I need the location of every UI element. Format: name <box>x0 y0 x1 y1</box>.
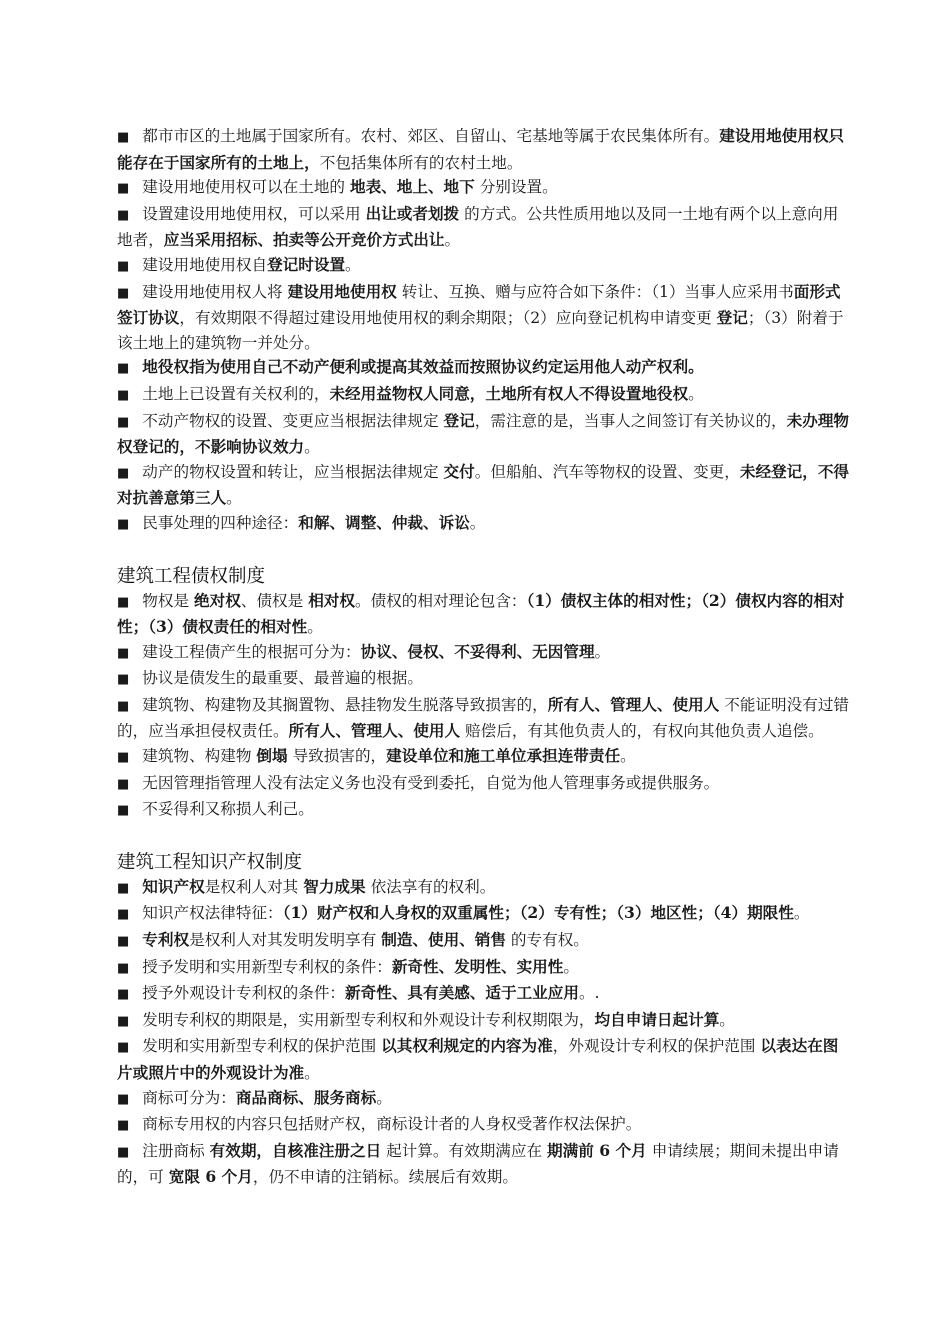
square-bullet-icon: ■ <box>117 1118 130 1134</box>
bullet-paragraph <box>117 253 853 280</box>
body-text: 依法享有的权利。 <box>365 877 496 896</box>
body-text: 不妥得利又称损人利己。 <box>142 800 314 819</box>
bold-text: 建设用地使用权 <box>287 281 397 301</box>
bullet-paragraph <box>117 511 853 538</box>
body-text: 授予外观设计专利权的条件： <box>142 984 346 1003</box>
bold-text: 登记时设置 <box>267 254 346 274</box>
bullet-paragraph <box>117 355 853 382</box>
bullet-paragraph <box>117 589 853 640</box>
square-bullet-icon: ■ <box>117 987 130 1003</box>
bullet-paragraph <box>117 693 853 744</box>
bullet-paragraph <box>117 202 853 253</box>
bold-text: 地役权指为使用自己不动产便利或提高其效益而按照协议约定运用他人动产权利。 <box>142 357 704 377</box>
square-bullet-icon: ■ <box>117 645 130 661</box>
square-bullet-icon: ■ <box>117 1013 130 1029</box>
square-bullet-icon: ■ <box>117 1144 130 1160</box>
body-text: 。. <box>578 984 600 1003</box>
body-text: ；（3）附着于该土地上的建筑物一并处分。 <box>117 309 844 352</box>
body-text: 协议是债发生的最重要、最普遍的根据。 <box>142 669 423 688</box>
square-bullet-icon: ■ <box>117 414 130 430</box>
body-text: ，仍不申请的注销标。续展后有效期。 <box>252 1168 518 1187</box>
body-text: 建设工程债产生的根据可分为： <box>142 642 361 661</box>
square-bullet-icon: ■ <box>117 258 130 274</box>
body-text: 。 <box>719 1010 735 1029</box>
square-bullet-icon: ■ <box>117 776 130 792</box>
body-text: 。 <box>444 231 461 250</box>
bold-text: 所有人、管理人、使用人 <box>547 694 720 714</box>
bullet-paragraph <box>117 409 853 460</box>
bold-text: 未办理物权登记的，不影响协议效力 <box>117 410 850 457</box>
bold-text: 倒塌 <box>256 746 288 766</box>
body-text: 导致损害的， <box>287 747 387 766</box>
body-text: 土地上已设置有关权利的， <box>142 384 330 403</box>
bold-text: 均自申请日起计算 <box>594 1009 720 1029</box>
bullet-paragraph <box>117 666 853 693</box>
bold-text: 相对权 <box>308 590 355 610</box>
bullet-paragraph <box>117 901 853 928</box>
body-text: 申请续展；期间未提出申请的，可 <box>117 1141 839 1187</box>
body-text: 。 <box>307 618 323 637</box>
bold-text: 地表、地上、地下 <box>349 177 475 197</box>
square-bullet-icon: ■ <box>117 750 130 766</box>
body-text: 转让、互换、赠与应符合如下条件：（1）当事人应采用书 <box>396 282 794 301</box>
body-text: 。 <box>376 1088 392 1107</box>
body-text: 的方式。公共性质用地以及同一土地有两个以上意向用地者， <box>117 204 839 250</box>
body-text: 建设用地使用权自 <box>142 255 268 274</box>
square-bullet-icon: ■ <box>117 1091 130 1107</box>
body-text: 赔偿后，有其他负责人的，有权向其他负责人追偿。 <box>460 722 824 741</box>
square-bullet-icon: ■ <box>117 181 130 197</box>
square-bullet-icon: ■ <box>117 907 130 923</box>
body-text: 。 <box>563 957 579 976</box>
square-bullet-icon: ■ <box>117 361 130 377</box>
body-text: 不能证明没有过错的，应当承担侵权责任。 <box>117 695 850 741</box>
bullet-paragraph <box>117 744 853 771</box>
body-text: 。 <box>620 747 636 766</box>
bold-text: 未经用益物权人同意，土地所有权人不得设置地役权 <box>329 383 689 403</box>
square-bullet-icon: ■ <box>117 207 130 223</box>
body-text: 。但船舶、汽车等物权的设置、变更， <box>474 462 740 481</box>
body-text: 、债权是 <box>240 591 309 610</box>
body-text: 。 <box>304 1064 320 1082</box>
body-text: 是权利人对其 <box>204 877 304 896</box>
bold-text: 商品商标、服务商标 <box>235 1087 377 1107</box>
bold-text: 所有人、管理人、使用人 <box>288 721 461 741</box>
square-bullet-icon: ■ <box>117 594 130 610</box>
body-text: 是权利人对其发明发明享有 <box>189 931 382 950</box>
body-text: 知识产权法律特征： <box>142 904 283 923</box>
bold-text: 未经登记，不得对抗善意第三人 <box>117 461 850 508</box>
square-bullet-icon: ■ <box>117 465 130 481</box>
document-page <box>117 124 853 1190</box>
bullet-paragraph <box>117 175 853 202</box>
bold-text: 制造、使用、销售 <box>381 930 506 950</box>
body-text: ，有效期限不得超过建设用地使用权的剩余期限；（2）应向登记机构申请变更 <box>179 309 717 328</box>
body-text: 的专有权。 <box>505 931 589 950</box>
square-bullet-icon: ■ <box>117 672 130 688</box>
body-text: 注册商标 <box>142 1141 210 1160</box>
section-heading: 建筑工程债权制度 <box>117 565 266 587</box>
body-text: 。 <box>793 904 810 923</box>
square-bullet-icon: ■ <box>117 698 130 714</box>
bullet-paragraph <box>117 1139 853 1190</box>
body-text: 。 <box>304 438 320 457</box>
body-text: 发明专利权的期限是，实用新型专利权和外观设计专利权期限为， <box>142 1010 595 1029</box>
section-heading: 建筑工程知识产权制度 <box>117 851 303 873</box>
body-text: 设置建设用地使用权，可以采用 <box>142 204 366 223</box>
body-text: 不动产物权的设置、变更应当根据法律规定 <box>142 411 444 430</box>
bold-text: 和解、调整、仲裁、诉讼 <box>298 512 470 532</box>
bold-text: 有效期，自核准注册之日 <box>209 1140 382 1160</box>
body-text: 分别设置。 <box>474 178 558 197</box>
bold-text: 出让或者划拨 <box>365 203 460 223</box>
square-bullet-icon: ■ <box>117 285 130 301</box>
bullet-paragraph <box>117 1008 853 1035</box>
bold-text: 智力成果 <box>303 876 366 896</box>
square-bullet-icon: ■ <box>117 960 130 976</box>
body-text: ，外观设计专利权的保护范围 <box>552 1037 761 1056</box>
square-bullet-icon: ■ <box>117 880 130 896</box>
body-text: 授予发明和实用新型专利权的条件： <box>142 957 392 976</box>
body-text: 物权是 <box>142 591 195 610</box>
body-text: ，需注意的是，当事人之间签订有关协议的， <box>474 411 787 430</box>
bold-text: 知识产权 <box>142 876 205 896</box>
bold-text: 建设用地使用权只能存在于国家所有的土地上， <box>117 126 845 172</box>
body-text: 建筑物、构建物及其搁置物、悬挂物发生脱落导致损害的， <box>142 695 548 714</box>
square-bullet-icon: ■ <box>117 1040 130 1056</box>
body-text: 起计算。有效期满应在 <box>381 1141 548 1160</box>
bold-text: 协议、侵权、不妥得利、无因管理 <box>360 641 595 661</box>
body-text: 。 <box>226 489 242 508</box>
bold-text: 建设单位和施工单位承担连带责任 <box>386 746 621 766</box>
bold-text: 新奇性、具有美感、适于工业应用 <box>345 983 579 1003</box>
bullet-paragraph <box>117 875 853 902</box>
body-text: 。债权的相对理论包含： <box>354 591 527 610</box>
bold-text: 宽限 6 个月 <box>168 1167 253 1187</box>
square-bullet-icon: ■ <box>117 130 130 145</box>
bold-text: （1）债权主体的相对性；（2）债权内容的相对性；（3）债权责任的相对性 <box>117 590 845 637</box>
bullet-paragraph <box>117 1112 853 1139</box>
body-text: 民事处理的四种途径： <box>142 513 299 532</box>
body-text: 建设用地使用权可以在土地的 <box>142 178 350 197</box>
body-text: 无因管理指管理人没有法定义务也没有受到委托，自觉为他人管理事务或提供服务。 <box>142 773 720 792</box>
bold-text: 面形式签订协议 <box>117 281 841 328</box>
square-bullet-icon: ■ <box>117 387 130 403</box>
square-bullet-icon: ■ <box>117 803 130 819</box>
bullet-paragraph <box>117 981 853 1008</box>
body-text: 。 <box>594 642 611 661</box>
bold-text: 应当采用招标、拍卖等公开竞价方式出让 <box>163 230 445 250</box>
body-text: 。 <box>688 384 704 403</box>
bold-text: （1）财产权和人身权的双重属性；（2）专有性；（3）地区性；（4）期限性 <box>282 903 794 923</box>
square-bullet-icon: ■ <box>117 516 130 532</box>
bullet-paragraph <box>117 382 853 409</box>
bold-text: 以其权利规定的内容为准 <box>381 1036 553 1056</box>
body-text: 建筑物、构建物 <box>142 747 257 766</box>
bullet-paragraph <box>117 640 853 667</box>
bold-text: 登记 <box>716 308 748 328</box>
body-text: 发明和实用新型专利权的保护范围 <box>142 1037 382 1056</box>
body-text: 都市市区的土地属于国家所有。农村、郊区、自留山、宅基地等属于农民集体所有。 <box>142 127 720 145</box>
body-text: 商标可分为： <box>142 1088 236 1107</box>
bold-text: 交付 <box>443 461 475 481</box>
bold-text: 期满前 6 个月 <box>547 1140 647 1160</box>
bullet-paragraph <box>117 124 853 175</box>
body-text: 建设用地使用权人将 <box>142 282 288 301</box>
bullet-paragraph <box>117 1034 853 1085</box>
bullet-paragraph <box>117 928 853 955</box>
body-text: 。 <box>345 255 361 274</box>
bullet-paragraph <box>117 797 853 824</box>
body-text: 动产的物权设置和转让，应当根据法律规定 <box>142 462 444 481</box>
bullet-paragraph <box>117 280 853 356</box>
bullet-paragraph <box>117 460 853 511</box>
bold-text: 绝对权 <box>194 590 241 610</box>
bullet-paragraph <box>117 955 853 982</box>
square-bullet-icon: ■ <box>117 934 130 950</box>
body-text: 。 <box>469 513 486 532</box>
bold-text: 新奇性、发明性、实用性 <box>391 956 564 976</box>
bullet-paragraph <box>117 1086 853 1113</box>
body-text: 不包括集体所有的农村土地。 <box>319 153 523 172</box>
bold-text: 专利权 <box>142 930 190 950</box>
bold-text: 以表达在图片或照片中的外观设计为准 <box>117 1036 839 1082</box>
body-text: 商标专用权的内容只包括财产权，商标设计者的人身权受著作权法保护。 <box>142 1115 642 1134</box>
bold-text: 登记 <box>443 410 475 430</box>
bullet-paragraph <box>117 771 853 798</box>
